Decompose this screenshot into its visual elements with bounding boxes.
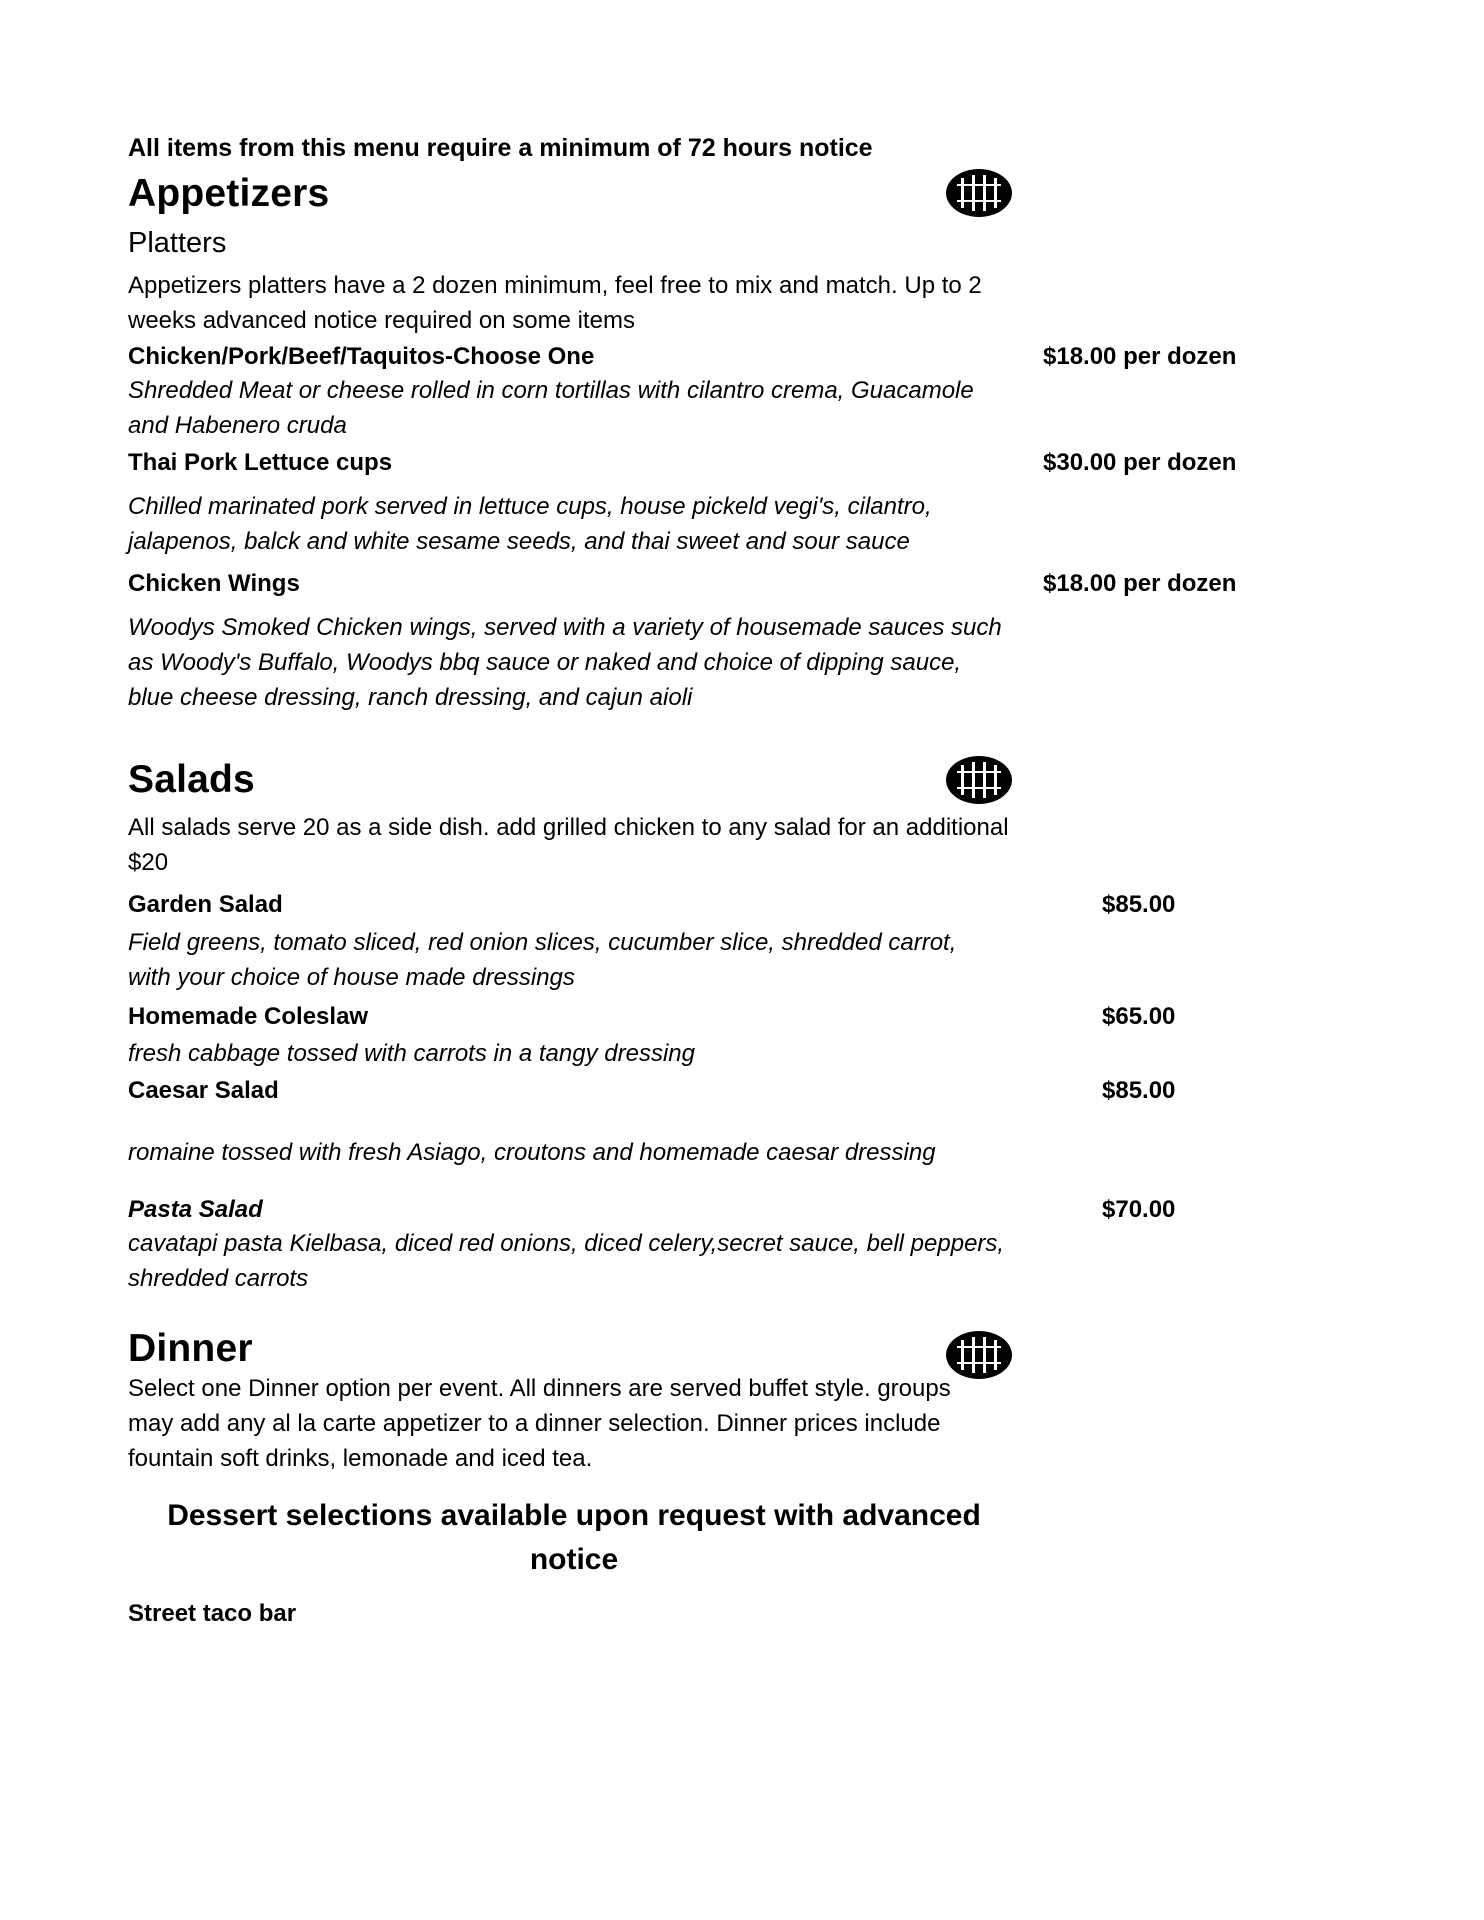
dessert-notice-line: notice <box>529 1543 619 1576</box>
dinner-intro-line: Select one Dinner option per event. All dinners are served buffet style. groups <box>128 1375 951 1402</box>
menu-item-price: $65.00 <box>1102 1003 1176 1030</box>
menu-item-price: $70.00 <box>1102 1196 1176 1223</box>
description-line: romaine tossed with fresh Asiago, croutons and homemade caesar dressing <box>128 1139 936 1166</box>
menu-item-description <box>128 925 1028 995</box>
dessert-notice <box>128 1494 1020 1582</box>
menu-item-name: Thai Pork Lettuce cups <box>128 449 393 476</box>
description-line: shredded carrots <box>128 1265 309 1292</box>
menu-item-price: $18.00 per dozen <box>1043 570 1237 597</box>
description-line: Field greens, tomato sliced, red onion slices, cucumber slice, shredded carrot, <box>128 929 957 956</box>
description-line: Woodys Smoked Chicken wings, served with a variety of housemade sauces such <box>128 614 1002 641</box>
menu-item-description <box>128 489 1028 559</box>
salads-heading: Salads <box>128 758 255 801</box>
dinner-intro-line: may add any al la carte appetizer to a dinner selection. Dinner prices include <box>128 1410 941 1437</box>
description-line: fresh cabbage tossed with carrots in a tangy dressing <box>128 1040 695 1067</box>
salads-intro-line: $20 <box>128 849 169 876</box>
platters-subheading: Platters <box>128 227 227 259</box>
description-line: as Woody's Buffalo, Woodys bbq sauce or naked and choice of dipping sauce, <box>128 649 962 676</box>
menu-item-description <box>128 610 1028 715</box>
salads-intro <box>128 810 1048 880</box>
menu-item-name: Chicken Wings <box>128 570 300 597</box>
menu-item-description <box>128 1226 1028 1296</box>
menu-item-name: Caesar Salad <box>128 1077 279 1104</box>
dinner-intro <box>128 1371 1028 1476</box>
cutlery-seal-icon <box>945 755 1013 805</box>
menu-item-price: $85.00 <box>1102 1077 1176 1104</box>
appetizers-intro <box>128 268 1028 338</box>
dessert-notice-line: Dessert selections available upon request with advanced <box>167 1499 981 1532</box>
description-line: with your choice of house made dressings <box>128 964 575 991</box>
appetizers-heading: Appetizers <box>128 172 330 215</box>
appetizers-intro-line: weeks advanced notice required on some items <box>128 307 635 334</box>
salads-intro-line: All salads serve 20 as a side dish. add grilled chicken to any salad for an additional <box>128 814 1009 841</box>
menu-item-price: $18.00 per dozen <box>1043 343 1237 370</box>
menu-item-description <box>128 1135 1028 1170</box>
menu-item-name: Garden Salad <box>128 891 283 918</box>
menu-item-description <box>128 373 1028 443</box>
menu-item-name: Homemade Coleslaw <box>128 1003 369 1030</box>
appetizers-intro-line: Appetizers platters have a 2 dozen minimum, feel free to mix and match. Up to 2 <box>128 272 982 299</box>
description-line: Shredded Meat or cheese rolled in corn tortillas with cilantro crema, Guacamole <box>128 377 974 404</box>
menu-item-price: $85.00 <box>1102 891 1176 918</box>
notice-banner: All items from this menu require a minimum of 72 hours notice <box>128 134 873 162</box>
menu-item-description <box>128 1036 1028 1071</box>
description-line: blue cheese dressing, ranch dressing, and cajun aioli <box>128 684 693 711</box>
menu-item-name: Pasta Salad <box>128 1196 263 1223</box>
dinner-intro-line: fountain soft drinks, lemonade and iced tea. <box>128 1445 593 1472</box>
description-line: Chilled marinated pork served in lettuce cups, house pickeld vegi's, cilantro, <box>128 493 932 520</box>
description-line: jalapenos, balck and white sesame seeds, and thai sweet and sour sauce <box>128 528 910 555</box>
description-line: cavatapi pasta Kielbasa, diced red onions, diced celery,secret sauce, bell peppers, <box>128 1230 1005 1257</box>
description-line: and Habenero cruda <box>128 412 347 439</box>
dinner-heading: Dinner <box>128 1327 253 1370</box>
cutlery-seal-icon <box>945 168 1013 218</box>
menu-item-price: $30.00 per dozen <box>1043 449 1237 476</box>
menu-item-name: Chicken/Pork/Beef/Taquitos-Choose One <box>128 343 595 370</box>
menu-item-name: Street taco bar <box>128 1600 297 1627</box>
